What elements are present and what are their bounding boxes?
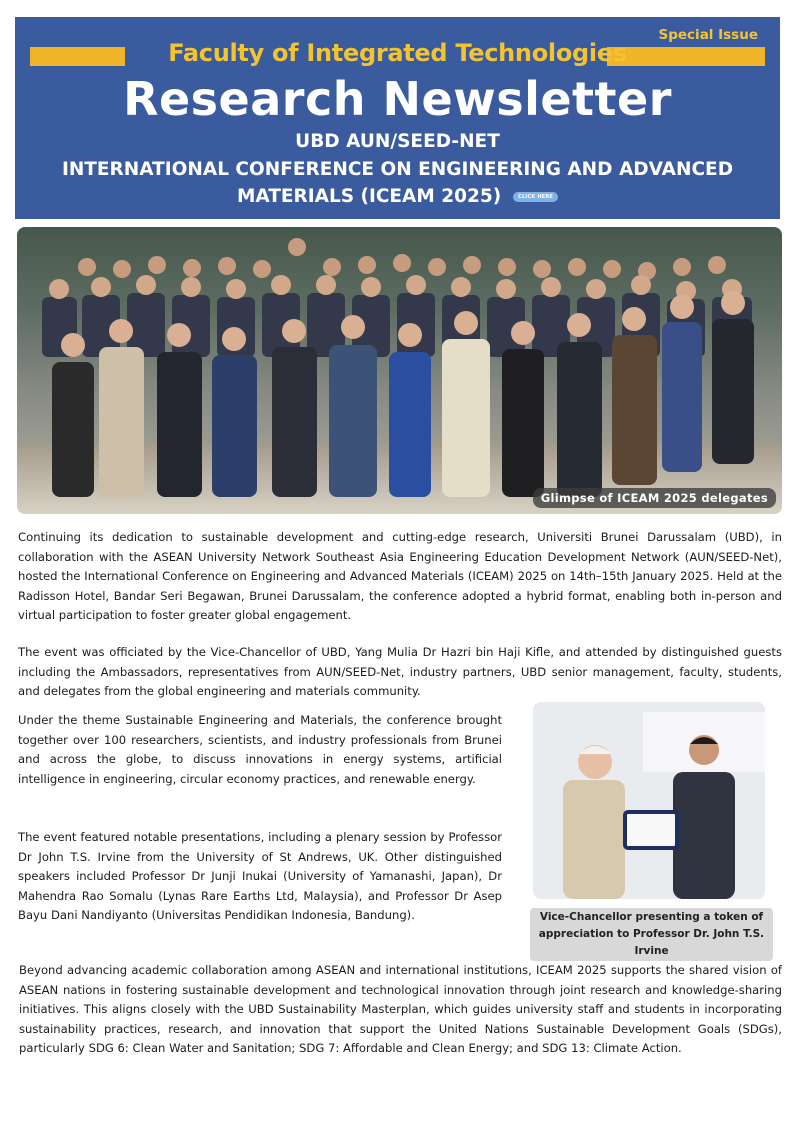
vice-chancellor-photo — [533, 702, 765, 899]
subtitle-line-1: UBD AUN/SEED-NET — [295, 131, 500, 152]
article-paragraph-1: Continuing its dedication to sustainable development and cutting-edge research, Universiti Brunei Darussalam (UBD), in collaboration with the ASEAN University Network Southeast Asia Engineering Education Development Network (AUN/SEED-Net), hosted the International Conference on Engineering and Advanced Materials (ICEAM) 2025 on 14th–15th January 2025. Held at the Radisson Hotel, Bandar Seri Begawan, Brunei Darussalam, the conference adopted a hybrid format, enabling both in-person and virtual participation to foster greater global engagement. — [18, 530, 782, 622]
article-paragraph-2: The event was officiated by the Vice-Chancellor of UBD, Yang Mulia Dr Hazri bin Haji Kifle, and attended by distinguished guests including the Ambassadors, representatives from AUN/SEED-Net, industry partners, UBD senior management, faculty, students, and delegates from the global engineering and materials community. — [18, 645, 782, 698]
newsletter-title: Research Newsletter — [123, 72, 672, 126]
article-paragraph-4: The event featured notable presentations, including a plenary session by Professor Dr John T.S. Irvine from the University of St Andrews, UK. Other distinguished speakers included Professor Dr Junji Inukai (University of Yamanashi, Japan), Dr Mahendra Rao Somalu (Lynas Rare Earths Ltd, Malaysia), and Professor Dr Asep Bayu Dani Nandiyanto (Universitas Pendidikan Indonesia, Bandung). — [18, 830, 502, 922]
group-photo-caption: Glimpse of ICEAM 2025 delegates — [533, 488, 776, 508]
special-issue-label: Special Issue — [658, 27, 758, 43]
token-presentation-illustration — [533, 702, 765, 899]
subtitle-line-3-text: MATERIALS (ICEAM 2025) — [236, 186, 502, 207]
delegates-crowd-illustration — [17, 227, 782, 514]
article-paragraph-5: Beyond advancing academic collaboration among ASEAN and international institutions, ICEAM 2025 supports the shared vision of ASEAN nations in fostering sustainable development and technological innovation through joint research and knowledge-sharing initiatives. This aligns closely with the UBD Sustainability Masterplan, which guides university staff and students in incorporating sustainability practices, research, and innovation that support the United Nations Sustainable Development Goals (SDGs), particularly SDG 6: Clean Water and Sanitation; SDG 7: Affordable and Clean Energy; and SDG 13: Climate Action. — [19, 963, 782, 1055]
header-banner — [15, 17, 780, 219]
faculty-name: Faculty of Integrated Technologies — [168, 39, 627, 67]
subtitle-line-2: INTERNATIONAL CONFERENCE ON ENGINEERING AND ADVANCED — [61, 159, 734, 180]
group-photo — [17, 227, 782, 514]
article-paragraph-3: Under the theme Sustainable Engineering and Materials, the conference brought together over 100 researchers, scientists, and industry professionals from Brunei and across the globe, to discuss innovations in energy systems, artificial intelligence in engineering, circular economy practices, and renewable energy. — [18, 713, 502, 786]
subtitle-line-3 — [15, 186, 780, 207]
click-here-button[interactable]: CLICK HERE — [513, 192, 558, 202]
vice-chancellor-photo-caption: Vice-Chancellor presenting a token of appreciation to Professor Dr. John T.S. Irvine — [530, 908, 773, 961]
